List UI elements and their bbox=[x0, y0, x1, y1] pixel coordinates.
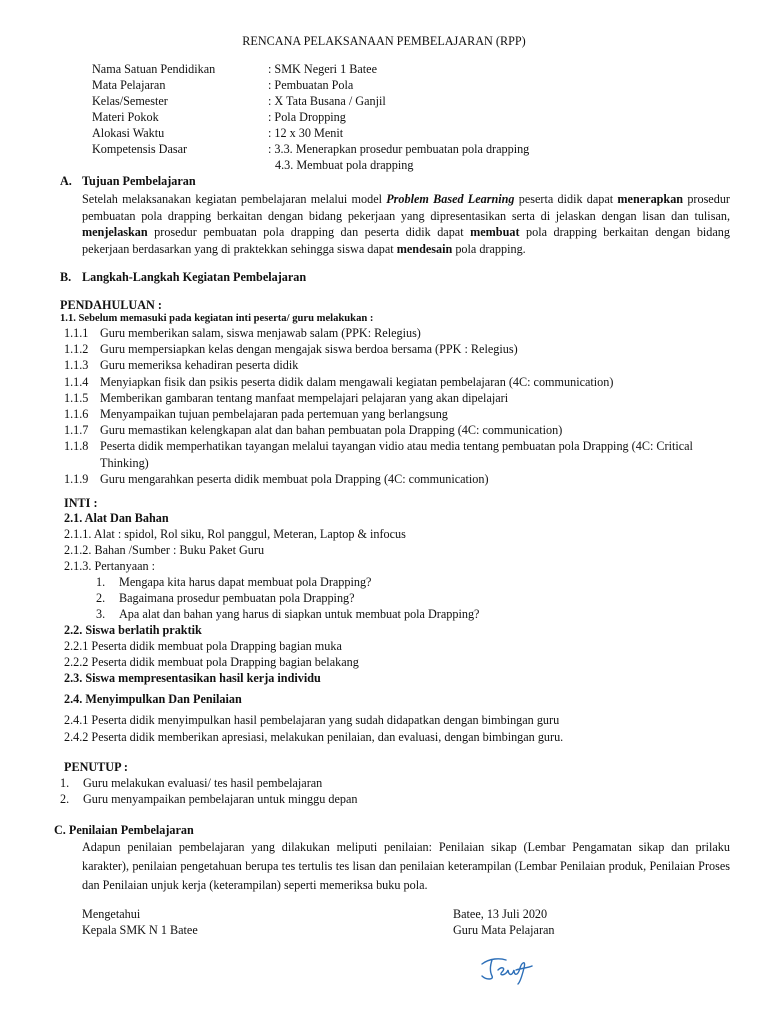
question-number: 2. bbox=[96, 591, 106, 605]
penutup-text: Guru menyampaikan pembelajaran untuk minggu depan bbox=[83, 792, 358, 806]
list-item-number: 1.1.2 bbox=[64, 342, 89, 357]
line-2-1-1: 2.1.1. Alat : spidol, Rol siku, Rol panggul, Meteran, Laptop & infocus bbox=[64, 527, 406, 541]
kd-line-2: 4.3. Membuat pola drapping bbox=[275, 158, 414, 172]
heading-2-2: 2.2. Siswa berlatih praktik bbox=[64, 623, 202, 637]
identity-value: : Pola Dropping bbox=[268, 110, 346, 124]
list-item-text: Thinking) bbox=[100, 455, 149, 470]
list-item-text: Guru memberikan salam, siswa menjawab salam (PPK: Relegius) bbox=[100, 326, 421, 340]
section-c-paragraph: Adapun penilaian pembelajaran yang dilakukan meliputi penilaian: Penilaian sikap (Lembar Pengamatan sikap dan prilaku karakter), penilaian pengetahuan berupa tes tertulis tes lisan dan penilaian keterampilan (Lembar Penilaian produk, Penilaian Proses dan Penilaian unjuk kerja (keterampilan) seperti memeriksa buku pola. bbox=[82, 840, 730, 892]
list-item-text: Memberikan gambaran tentang manfaat mempelajari pelajaran yang akan dipelajari bbox=[100, 390, 509, 405]
section-a-heading: Tujuan Pembelajaran bbox=[82, 174, 196, 188]
signature-left-line2: Kepala SMK N 1 Batee bbox=[82, 923, 198, 937]
pendahuluan-heading: PENDAHULUAN : bbox=[60, 298, 162, 312]
identity-label: Nama Satuan Pendidikan bbox=[92, 62, 216, 76]
inti-heading: INTI : bbox=[64, 496, 98, 510]
penutup-number: 1. bbox=[60, 776, 70, 790]
identity-label: Kompetensis Dasar bbox=[92, 142, 188, 156]
question-number: 1. bbox=[96, 575, 106, 589]
line-2-4-1: 2.4.1 Peserta didik menyimpulkan hasil pembelajaran yang sudah didapatkan dengan bimbingan guru bbox=[64, 713, 560, 727]
list-item-number: 1.1.4 bbox=[64, 374, 89, 389]
identity-value: : X Tata Busana / Ganjil bbox=[268, 94, 386, 108]
penutup-number: 2. bbox=[60, 792, 70, 806]
identity-label: Kelas/Semester bbox=[92, 94, 168, 108]
question-text: Apa alat dan bahan yang harus di siapkan untuk membuat pola Drapping? bbox=[119, 607, 480, 621]
identity-value: : 3.3. Menerapkan prosedur pembuatan pola drapping bbox=[268, 142, 530, 156]
signature-right-line2: Guru Mata Pelajaran bbox=[453, 923, 555, 937]
identity-value: : SMK Negeri 1 Batee bbox=[268, 62, 377, 76]
heading-2-1: 2.1. Alat Dan Bahan bbox=[64, 511, 169, 525]
list-item-number: 1.1.5 bbox=[64, 390, 89, 405]
list-item-text: Menyiapkan fisik dan psikis peserta didik dalam mengawali kegiatan pembelajaran (4C: communication) bbox=[100, 374, 614, 389]
list-item-text: Peserta didik memperhatikan tayangan melalui tayangan vidio atau media tentang pembuatan pola Drapping (4C: Critical bbox=[100, 439, 693, 454]
question-text: Bagaimana prosedur pembuatan pola Drapping? bbox=[119, 591, 355, 605]
section-c-heading: C. Penilaian Pembelajaran bbox=[54, 823, 194, 837]
list-item-text: Guru mengarahkan peserta didik membuat pola Drapping (4C: communication) bbox=[100, 471, 489, 486]
identity-label: Mata Pelajaran bbox=[92, 78, 166, 92]
list-item-number: 1.1.9 bbox=[64, 471, 89, 486]
signature-right-line1: Batee, 13 Juli 2020 bbox=[453, 907, 548, 921]
list-item-text: Guru memeriksa kehadiran peserta didik bbox=[100, 358, 299, 373]
line-2-2-1: 2.2.1 Peserta didik membuat pola Drapping bagian muka bbox=[64, 639, 342, 653]
list-item-number: 1.1.3 bbox=[64, 358, 89, 373]
document-title: RENCANA PELAKSANAAN PEMBELAJARAN (RPP) bbox=[242, 34, 526, 48]
heading-2-3: 2.3. Siswa mempresentasikan hasil kerja individu bbox=[64, 671, 321, 685]
list-item-number: 1.1.6 bbox=[64, 407, 89, 421]
list-item-number: 1.1.8 bbox=[64, 439, 89, 454]
penutup-heading: PENUTUP : bbox=[64, 760, 128, 774]
line-2-1-2: 2.1.2. Bahan /Sumber : Buku Paket Guru bbox=[64, 543, 265, 557]
section-a-paragraph: Setelah melaksanakan kegiatan pembelajaran melalui model Problem Based Learning peserta didik dapat menerapkan prosedur pembuatan pola drapping berkaitan dengan bidang pekerjaan yang dipresentasikan serta di jelaskan dengan lisan dan tulisan, menjelaskan prosedur pembuatan pola drapping dan peserta didik dapat membuat pola drapping berkaitan dengan bidang pekerjaan berdasarkan yang di praktekkan sehingga siswa dapat mendesain pola drapping. bbox=[82, 192, 730, 256]
line-2-2-2: 2.2.2 Peserta didik membuat pola Drapping bagian belakang bbox=[64, 655, 359, 669]
handwritten-signature bbox=[476, 950, 546, 986]
list-item-number: 1.1.7 bbox=[64, 423, 89, 438]
section-b-letter: B. bbox=[60, 270, 72, 284]
section-b-heading: Langkah-Langkah Kegiatan Pembelajaran bbox=[82, 270, 307, 284]
signature-left-line1: Mengetahui bbox=[82, 907, 141, 921]
identity-value: : Pembuatan Pola bbox=[268, 78, 354, 92]
identity-label: Materi Pokok bbox=[92, 110, 159, 124]
list-item-number: 1.1.1 bbox=[64, 326, 89, 340]
list-item-text: Guru mempersiapkan kelas dengan mengajak siswa berdoa bersama (PPK : Relegius) bbox=[100, 342, 518, 357]
identity-label: Alokasi Waktu bbox=[92, 126, 165, 140]
pendahuluan-subheading: 1.1. Sebelum memasuki pada kegiatan inti peserta/ guru melakukan : bbox=[60, 313, 374, 324]
question-number: 3. bbox=[96, 607, 106, 621]
question-text: Mengapa kita harus dapat membuat pola Drapping? bbox=[119, 575, 372, 589]
line-2-4-2: 2.4.2 Peserta didik memberikan apresiasi, melakukan penilaian, dan evaluasi, dengan bimbingan guru. bbox=[64, 730, 564, 744]
identity-value: : 12 x 30 Menit bbox=[268, 126, 344, 140]
list-item-text: Guru memastikan kelengkapan alat dan bahan pembuatan pola Drapping (4C: communication) bbox=[100, 423, 563, 438]
list-item-text: Menyampaikan tujuan pembelajaran pada pertemuan yang berlangsung bbox=[100, 407, 448, 421]
heading-2-4: 2.4. Menyimpulkan Dan Penilaian bbox=[64, 692, 242, 706]
penutup-text: Guru melakukan evaluasi/ tes hasil pembelajaran bbox=[83, 776, 323, 790]
section-a-letter: A. bbox=[60, 174, 72, 188]
line-2-1-3: 2.1.3. Pertanyaan : bbox=[64, 559, 156, 573]
